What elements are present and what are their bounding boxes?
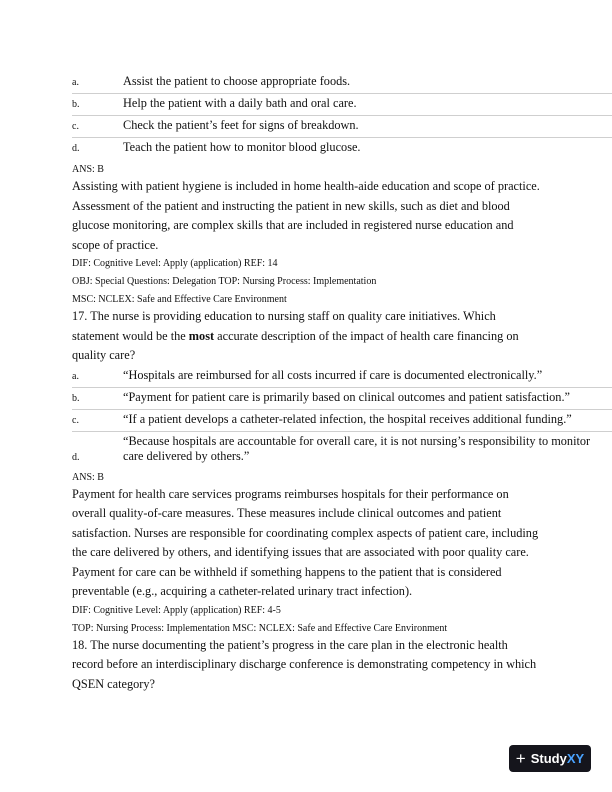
q17-answer: ANS: B [72, 471, 104, 483]
option-text: “If a patient develops a catheter-related infection, the hospital receives additional funding.” [123, 411, 572, 426]
plus-icon: + [515, 748, 526, 768]
brand-suffix: XY [566, 751, 585, 766]
option-text: Help the patient with a daily bath and oral care. [123, 96, 357, 110]
q17-options [72, 366, 612, 467]
studyxy-badge[interactable] [509, 745, 591, 772]
option-letter: c. [72, 121, 79, 132]
q16-options [72, 72, 612, 159]
option-text: “Payment for patient care is primarily based on clinical outcomes and patient satisfaction.” [123, 389, 570, 404]
q16-rationale: Assisting with patient hygiene is included in home health-aide education and scope of practice. Assessment of the patient and instructing the patient in new skills, such as diet and blood glucose monitoring, are complex skills that are included in registered nurse education and scope of practice. [72, 179, 540, 252]
q16-option-c [72, 116, 612, 138]
option-letter: a. [72, 370, 79, 382]
q16-answer: ANS: B [72, 164, 104, 175]
option-letter: d. [72, 451, 80, 463]
q16-option-b [72, 94, 612, 116]
q17-option-a [72, 366, 612, 388]
q17-option-b [72, 388, 612, 410]
q17-option-d [72, 432, 612, 467]
q17-stem-emphasis: most [188, 328, 215, 343]
option-text: Check the patient’s feet for signs of breakdown. [123, 118, 359, 132]
q16-dif: DIF: Cognitive Level: Apply (application) REF: 14 [72, 258, 278, 269]
q16-option-d [72, 138, 612, 159]
document-content [72, 72, 612, 694]
option-letter: c. [72, 414, 79, 426]
q17-option-c [72, 410, 612, 432]
q17-rationale: Payment for health care services programs reimburses hospitals for their performance on overall quality-of-care measures. These measures include clinical outcomes and patient satisfaction. Nurses are responsible for coordinating complex aspects of patient care, including the care delivered by others, and identifying issues that are associated with poor quality care. Payment for care can be withheld if something happens to the patient that is considered preventable (e.g., acquiring a catheter-related urinary tract infection). [72, 486, 539, 598]
q16-option-a [72, 72, 612, 94]
option-letter: b. [72, 99, 80, 110]
option-letter: d. [72, 143, 80, 154]
q17-top: TOP: Nursing Process: Implementation MSC: NCLEX: Safe and Effective Care Environment [72, 622, 448, 634]
option-text: Assist the patient to choose appropriate foods. [123, 74, 351, 88]
option-text: “Hospitals are reimbursed for all costs incurred if care is documented electronically.” [123, 367, 543, 382]
q17-stem-suffix: accurate description of the impact of health care financing on quality care? [72, 328, 519, 362]
q16-msc: MSC: NCLEX: Safe and Effective Care Environment [72, 294, 287, 305]
option-letter: b. [72, 392, 80, 404]
option-text: Teach the patient how to monitor blood glucose. [123, 140, 361, 154]
option-letter: a. [72, 77, 79, 88]
q17-dif: DIF: Cognitive Level: Apply (application) REF: 4-5 [72, 604, 281, 616]
brand-prefix: Study [530, 751, 567, 766]
q17-stem-prefix: 17. The nurse is providing education to nursing staff on quality care initiatives. Which statement would be the [72, 309, 496, 343]
option-text: “Because hospitals are accountable for overall care, it is not nursing’s responsibility to monitor care delivered by others.” [123, 433, 591, 463]
q18-stem: 18. The nurse documenting the patient’s progress in the care plan in the electronic health record before an interdisciplinary discharge conference is demonstrating competency in which QSEN category? [72, 637, 537, 691]
q17-stem [72, 307, 542, 366]
q16-obj: OBJ: Special Questions: Delegation TOP: Nursing Process: Implementation [72, 276, 377, 287]
